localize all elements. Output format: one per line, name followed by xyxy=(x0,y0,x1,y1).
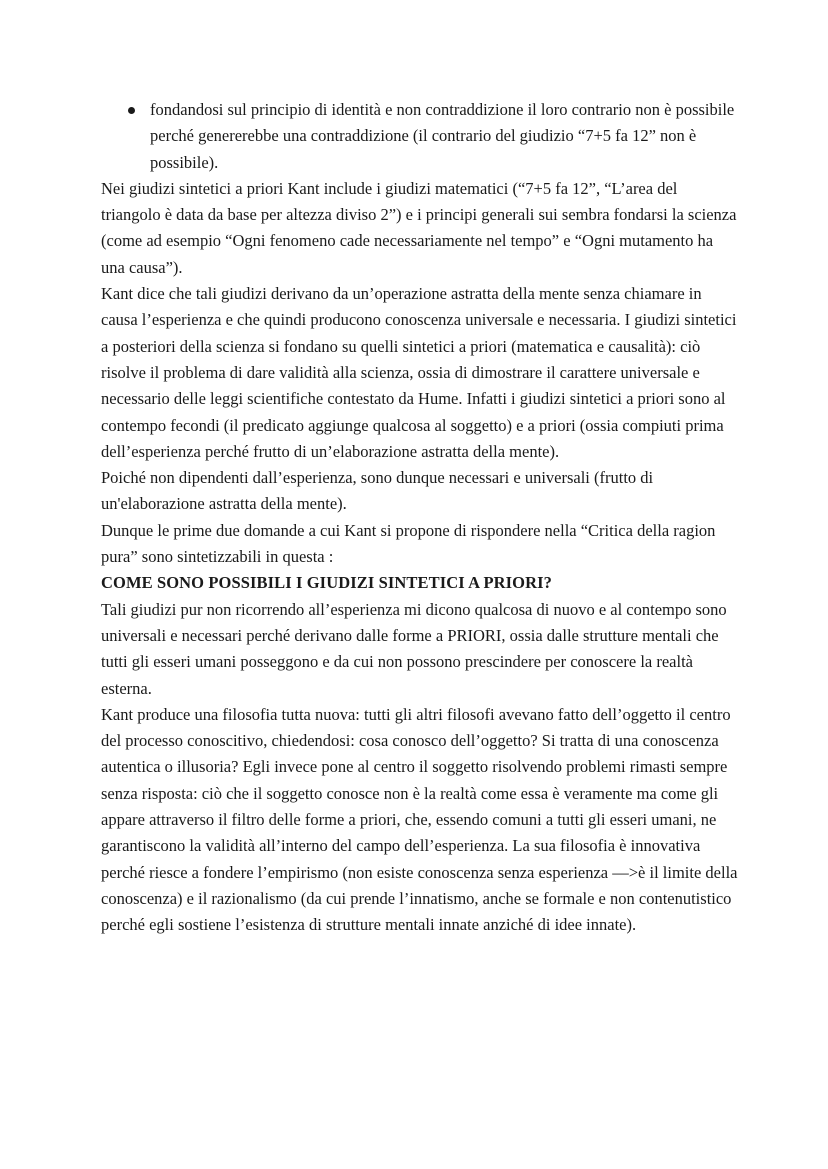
bullet-dot-icon xyxy=(128,107,135,114)
section-heading: COME SONO POSSIBILI I GIUDIZI SINTETICI A PRIORI? xyxy=(101,573,552,593)
paragraph-necessari-universali: Poiché non dipendenti dall’esperienza, sono dunque necessari e universali (frutto di un'elaborazione astratta della mente). xyxy=(101,468,654,514)
paragraph-operazione-astratta: Kant dice che tali giudizi derivano da un’operazione astratta della mente senza chiamare in causa l’esperienza e che quindi producono conoscenza universale e necessaria. I giudizi sintetici a posteriori della scienza si fondano su quelli sintetici a priori (matematica e causalità): ciò risolve il problema di dare validità alla scienza, ossia di dimostrare il carattere universale e necessario delle leggi scientifiche contestato da Hume. Infatti i giudizi sintetici a priori sono al contempo fecondi (il predicato aggiunge qualcosa al soggetto) e a priori (ossia compiuti prima dell’esperienza perché frutto di un’elaborazione astratta della mente). xyxy=(101,284,737,461)
bullet-list-item xyxy=(101,97,741,176)
paragraph-filosofia-nuova: Kant produce una filosofia tutta nuova: tutti gli altri filosofi avevano fatto dell’oggetto il centro del processo conoscitivo, chiedendosi: cosa conosco dell’oggetto? Si tratta di una conoscenza autentica o illusoria? Egli invece pone al centro il soggetto risolvendo problemi rimasti sempre senza risposta: ciò che il soggetto conosce non è la realtà come essa è veramente ma come gli appare attraverso il filtro delle forme a priori, che, essendo comuni a tutti gli esseri umani, ne garantiscono la validità all’interno del campo dell’esperienza. La sua filosofia è innovativa perché riesce a fondere l’empirismo (non esiste conoscenza senza esperienza —>è il limite della conoscenza) e il razionalismo (da cui prende l’innatismo, anche se formale e non contenutistico perché egli sostiene l’esistenza di strutture mentali innate anziché di idee innate). xyxy=(101,704,738,935)
paragraph-giudizi-sintetici: Nei giudizi sintetici a priori Kant include i giudizi matematici (“7+5 fa 12”, “L’area del triangolo è data da base per altezza diviso 2”) e i principi generali sui sembra fondarsi la scienza (come ad esempio “Ogni fenomeno cade necessariamente nel tempo” e “Ogni mutamento ha una causa”). xyxy=(101,178,737,277)
paragraph-domande-critica: Dunque le prime due domande a cui Kant si propone di rispondere nella “Critica della ragion pura” sono sintetizzabili in questa : xyxy=(101,520,716,567)
document-page xyxy=(101,97,741,939)
paragraph-forme-a-priori: Tali giudizi pur non ricorrendo all’esperienza mi dicono qualcosa di nuovo e al contempo sono universali e necessari perché derivano dalle forme a PRIORI, ossia dalle strutture mentali che tutti gli esseri umani posseggono e da cui non possono prescindere per conoscere la realtà esterna. xyxy=(101,599,727,698)
bullet-text: fondandosi sul principio di identità e non contraddizione il loro contrario non è possibile perché genererebbe una contraddizione (il contrario del giudizio “7+5 fa 12” non è possibile). xyxy=(150,100,735,172)
